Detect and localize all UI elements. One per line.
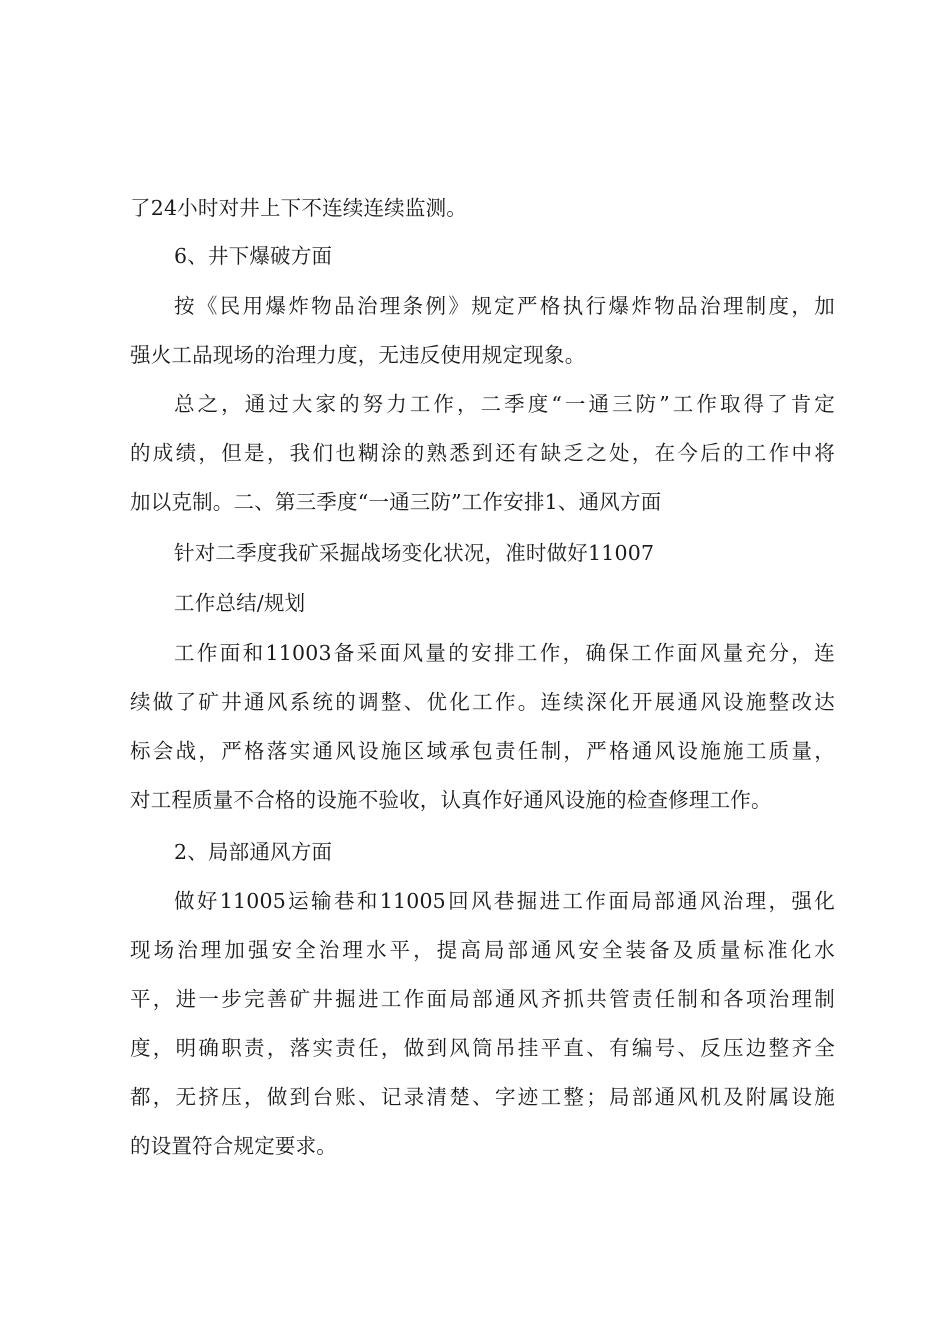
paragraph-summary xyxy=(130,380,835,527)
text-line: 6、井下爆破方面 xyxy=(174,244,333,268)
paragraph-local-ventilation xyxy=(130,877,835,1171)
text-line: 平，进一步完善矿井掘进工作面局部通风齐抓共管责任制和各项治理制 xyxy=(130,987,835,1011)
text-line: 的成绩，但是，我们也糊涂的熟悉到还有缺乏之处，在今后的工作中将 xyxy=(130,441,835,465)
text-line: 现场治理加强安全治理水平，提高局部通风安全装备及质量标准化水 xyxy=(130,938,835,962)
paragraph-blasting xyxy=(130,282,835,380)
text-line: 强火工品现场的治理力度，无违反使用规定现象。 xyxy=(130,343,586,367)
text-line: 都，无挤压，做到台账、记录清楚、字迹工整；局部通风机及附属设施 xyxy=(130,1085,835,1109)
text-line: 标会战，严格落实通风设施区域承包责任制，严格通风设施施工质量， xyxy=(130,739,835,763)
text-line: 了24小时对井上下不连续连续监测。 xyxy=(130,196,467,220)
heading-blasting xyxy=(130,232,835,281)
paragraph-ventilation-work xyxy=(130,629,835,825)
heading-local-ventilation xyxy=(130,828,835,877)
text-line: 工作总结/规划 xyxy=(174,591,306,615)
text-line: 做好11005运输巷和11005回风巷掘进工作面局部通风治理，强化 xyxy=(174,889,835,913)
paragraph-monitoring-end xyxy=(130,184,835,233)
text-line: 2、局部通风方面 xyxy=(174,840,333,864)
text-line: 针对二季度我矿采掘战场变化状况，准时做好11007 xyxy=(174,541,655,565)
text-line: 工作面和11003备采面风量的安排工作，确保工作面风量充分，连 xyxy=(174,641,835,665)
text-line: 的设置符合规定要求。 xyxy=(130,1134,337,1158)
text-line: 总之，通过大家的努力工作，二季度“一通三防”工作取得了肯定 xyxy=(174,392,835,416)
text-line: 按《民用爆炸物品治理条例》规定严格执行爆炸物品治理制度，加 xyxy=(174,294,835,318)
paragraph-ventilation-intro xyxy=(130,529,835,578)
text-line: 度，明确职责，落实责任，做到风筒吊挂平直、有编号、反压边整齐全 xyxy=(130,1036,835,1060)
text-line: 续做了矿井通风系统的调整、优化工作。连续深化开展通风设施整改达 xyxy=(130,690,835,714)
text-line: 对工程质量不合格的设施不验收，认真作好通风设施的检查修理工作。 xyxy=(130,788,772,812)
text-line: 加以克制。二、第三季度“一通三防”工作安排1、通风方面 xyxy=(130,490,662,514)
paragraph-section-label xyxy=(130,579,835,628)
